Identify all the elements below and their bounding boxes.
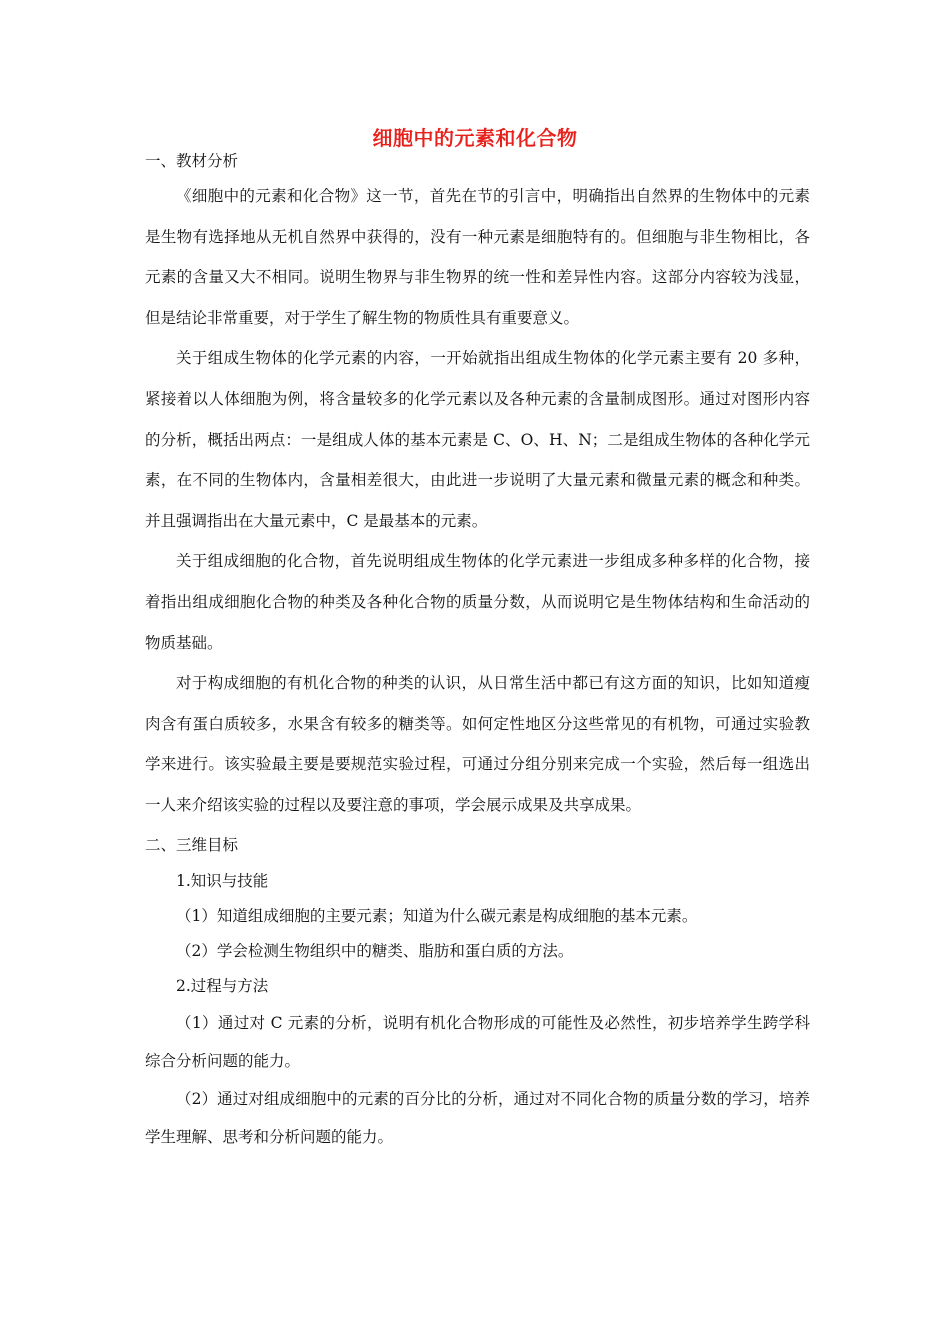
section-heading-goals: 二、三维目标 bbox=[145, 835, 239, 854]
goal-item: （2）通过对组成细胞中的元素的百分比的分析，通过对不同化合物的质量分数的学习，培养学生理解、思考和分析问题的能力。 bbox=[145, 1089, 810, 1146]
section-heading-analysis: 一、教材分析 bbox=[145, 152, 239, 170]
paragraph: 《细胞中的元素和化合物》这一节，首先在节的引言中，明确指出自然界的生物体中的元素是生物有选择地从无机自然界中获得的，没有一种元素是细胞特有的。但细胞与非生物相比，各元素的含量又大不相同。说明生物界与非生物界的统一性和差异性内容。这部分内容较为浅显，但是结论非常重要，对于学生了解生物的物质性具有重要意义。 bbox=[145, 187, 810, 327]
goal-heading-knowledge: 1.知识与技能 bbox=[176, 871, 269, 890]
paragraph: 关于组成细胞的化合物，首先说明组成生物体的化学元素进一步组成多种多样的化合物，接着指出组成细胞化合物的种类及各种化合物的质量分数，从而说明它是生物体结构和生命活动的物质基础。 bbox=[145, 552, 810, 652]
goal-item: （2）学会检测生物组织中的糖类、脂肪和蛋白质的方法。 bbox=[176, 941, 574, 960]
goal-heading-process: 2.过程与方法 bbox=[176, 976, 269, 995]
paragraph: 关于组成生物体的化学元素的内容，一开始就指出组成生物体的化学元素主要有 20 多种，紧接着以人体细胞为例，将含量较多的化学元素以及各种元素的含量制成图形。通过对图形内容的分析，概括出两点：一是组成人体的基本元素是 C、O、H、N；二是组成生物体的各种化学元素，在不同的生物体内，含量相差很大，由此进一步说明了大量元素和微量元素的概念和种类。并且强调指出在大量元素中，C 是最基本的元素。 bbox=[145, 349, 810, 530]
document-title: 细胞中的元素和化合物 bbox=[372, 126, 578, 150]
paragraph: 对于构成细胞的有机化合物的种类的认识，从日常生活中都已有这方面的知识，比如知道瘦肉含有蛋白质较多，水果含有较多的糖类等。如何定性地区分这些常见的有机物，可通过实验教学来进行。该实验最主要是要规范实验过程，可通过分组分别来完成一个实验，然后每一组选出一人来介绍该实验的过程以及要注意的事项，学会展示成果及共享成果。 bbox=[145, 674, 810, 814]
goal-item: （1）知道组成细胞的主要元素；知道为什么碳元素是构成细胞的基本元素。 bbox=[176, 906, 698, 925]
goal-item: （1）通过对 C 元素的分析，说明有机化合物形成的可能性及必然性，初步培养学生跨学科综合分析问题的能力。 bbox=[145, 1013, 810, 1070]
document-body bbox=[145, 150, 810, 1156]
